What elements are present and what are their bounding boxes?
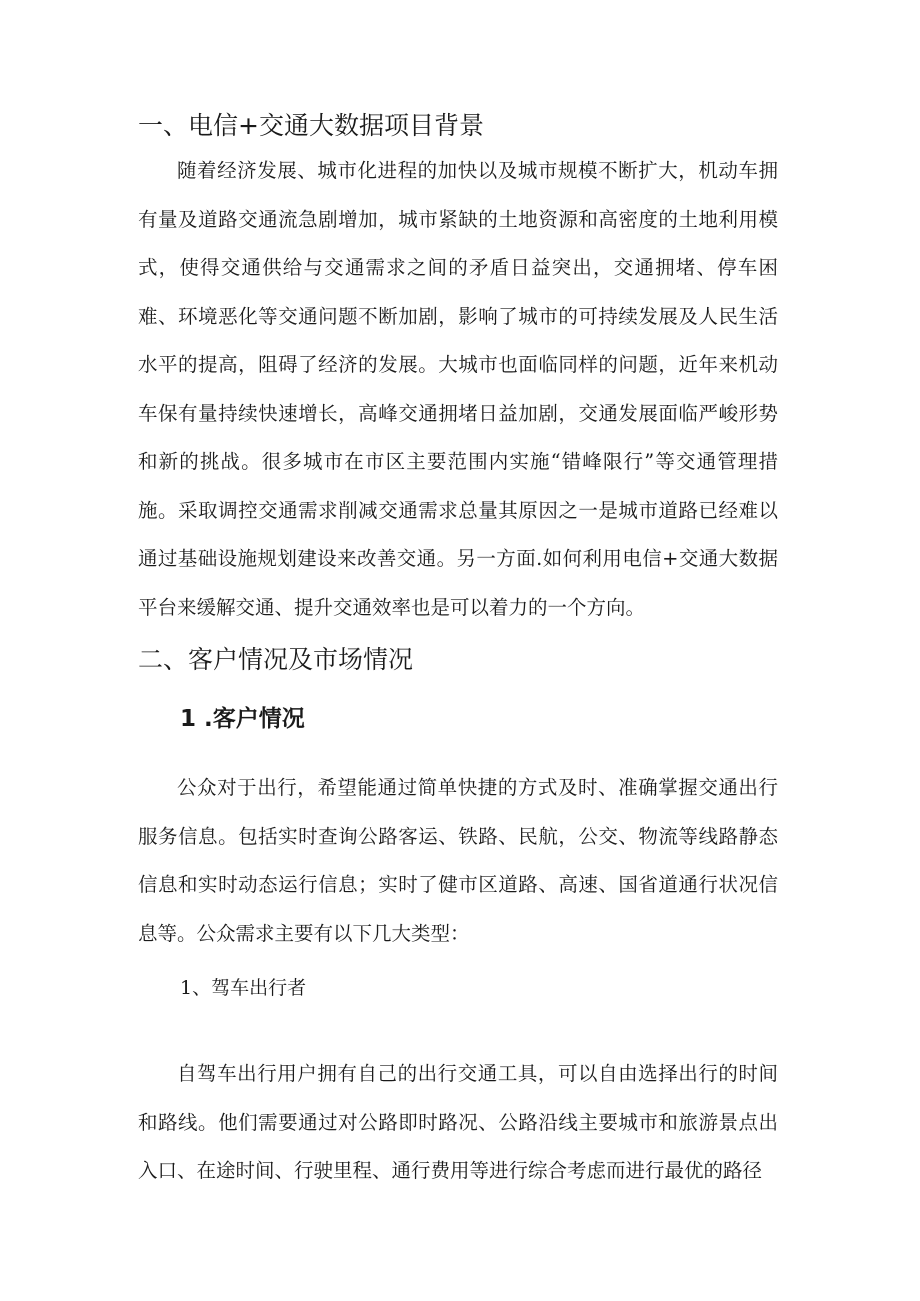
section-2-heading: 二、客户情况及市场情况: [138, 645, 414, 674]
customer-situation-subheading: 1 .客户情况: [180, 706, 305, 732]
drivers-paragraph: 自驾车出行用户拥有自己的出行交通工具，可以自由选择出行的时间和路线。他们需要通过对公路即时路况、公路沿线主要城市和旅游景点出入口、在途时间、行驶里程、通行费用等进行综合考虑而进行最优的路径: [138, 1062, 778, 1182]
list-item-drivers: 1、驾车出行者: [180, 977, 307, 999]
section-2-paragraph: 公众对于出行，希望能通过简单快捷的方式及时、准确掌握交通出行服务信息。包括实时查询公路客运、铁路、民航，公交、物流等线路静态信息和实时动态运行信息；实时了健市区道路、高速、国省道通行状况信息等。公众需求主要有以下几大类型：: [138, 776, 778, 945]
section-1-heading: 一、电信+交通大数据项目背景: [138, 111, 484, 140]
section-1-paragraph: 随着经济发展、城市化进程的加快以及城市规模不断扩大，机动车拥有量及道路交通流急剧增加，城市紧缺的土地资源和高密度的土地利用模式，使得交通供给与交通需求之间的矛盾日益突出，交通拥堵、停车困难、环境恶化等交通问题不断加剧，影响了城市的可持续发展及人民生活水平的提高，阻碍了经济的发展。大城市也面临同样的问题，近年来机动车保有量持续快速增长，高峰交通拥堵日益加剧，交通发展面临严峻形势和新的挑战。很多城市在市区主要范围内实施“错峰限行”等交通管理措施。采取调控交通需求削减交通需求总量其原因之一是城市道路已经难以通过基础设施规划建设来改善交通。另一方面.如何利用电信+交通大数据平台来缓解交通、提升交通效率也是可以着力的一个方向。: [138, 159, 778, 619]
